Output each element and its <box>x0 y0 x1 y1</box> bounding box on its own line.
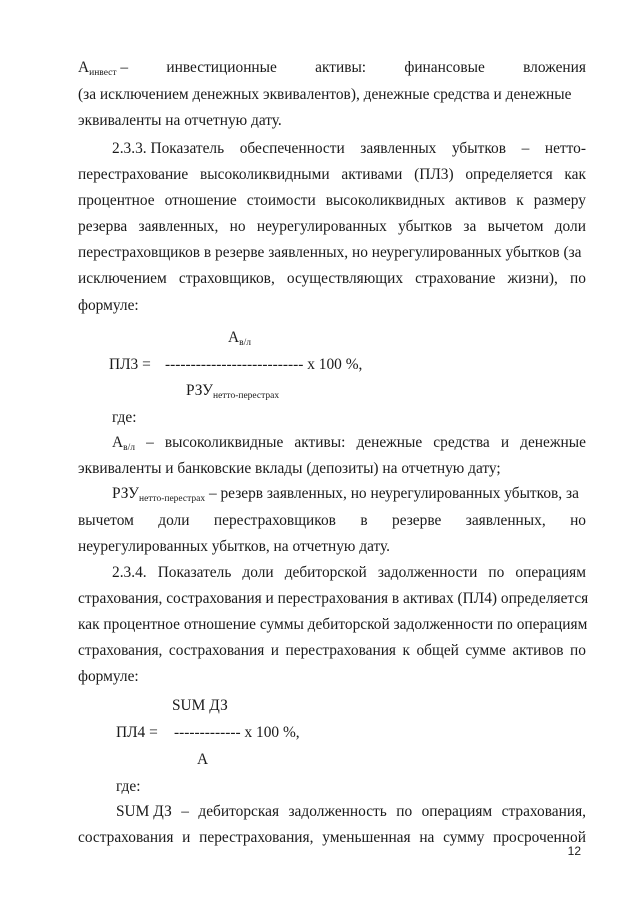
section-233-line-1 <box>112 139 586 159</box>
word: финансовые <box>404 59 485 76</box>
word: и <box>500 434 510 451</box>
word: активами <box>341 166 403 183</box>
formula-pl4-numerator: SUM ДЗ <box>172 697 228 714</box>
word: активы: <box>315 59 367 76</box>
def-avl-line-2: эквиваленты и банковские вклады (депозиты) на отчетную дату; <box>78 460 501 477</box>
word: за <box>463 218 477 235</box>
word: Показатель <box>157 564 232 581</box>
section-234-line-1 <box>112 563 586 583</box>
word: задолженность <box>288 803 387 820</box>
word: но <box>570 512 586 529</box>
word: сострахования <box>78 829 174 846</box>
word: по <box>570 270 586 287</box>
def-rzu-line-1 <box>112 484 586 504</box>
word: осуществляющих <box>286 270 404 287</box>
word: убытков <box>398 218 453 235</box>
top-paragraph-line-3: эквиваленты на отчетную дату. <box>78 112 282 129</box>
word: просроченной <box>493 829 586 846</box>
def-rzu-line-3: неурегулированных убытков, на отчетную дату. <box>78 538 391 555</box>
def-rzu-text: – резерв заявленных, но неурегулированных убытков, за <box>205 485 579 502</box>
word: перестрахование <box>78 166 189 183</box>
word: доли <box>242 564 274 581</box>
page-number: 12 <box>567 844 581 858</box>
word: сострахования <box>168 642 265 659</box>
word: процентное <box>78 192 155 209</box>
word: уменьшенная <box>322 829 411 846</box>
word: исключением <box>78 270 167 287</box>
word: стоимости <box>246 192 316 209</box>
word: в <box>360 512 368 529</box>
def-avl-line-1 <box>112 433 586 453</box>
term-avl: $А_{в/л}$ <box>112 434 135 453</box>
formula-pl4-denominator: А <box>197 751 209 768</box>
section-234-line-5: формуле: <box>78 668 139 685</box>
def-sum-line-1 <box>116 802 586 822</box>
word: – <box>181 803 189 820</box>
word: активов <box>455 192 507 209</box>
word: размеру <box>533 192 586 209</box>
word: сумму <box>443 829 485 846</box>
section-234-line-4 <box>78 641 586 661</box>
word: резерве <box>392 512 442 529</box>
word: активы: <box>294 434 346 451</box>
word: доли <box>158 512 190 529</box>
word: средства <box>433 434 490 451</box>
word: доли <box>554 218 586 235</box>
word: к <box>516 192 524 209</box>
word: заявленных <box>360 140 437 157</box>
word: убытков <box>451 140 506 157</box>
word: страхования, <box>78 642 163 659</box>
word: – <box>521 140 530 157</box>
word: операциям <box>515 564 586 581</box>
word: денежные <box>520 434 586 451</box>
section-233-line-3 <box>78 191 586 211</box>
word: страховщиков, <box>178 270 275 287</box>
top-paragraph-line-2: (за исключением денежных эквивалентов), денежные средства и денежные <box>78 86 572 103</box>
word: к <box>402 642 410 659</box>
word: высоколиквидными <box>200 166 330 183</box>
word: и <box>270 642 280 659</box>
word: как <box>564 166 586 183</box>
word: отношение <box>164 192 237 209</box>
formula-pl3-denominator: $РЗУ_{нетто-перестрах}$ <box>186 382 280 401</box>
word: по <box>396 803 413 820</box>
section-233-line-5: перестраховщиков в резерве заявленных, но неурегулированных убытков (за <box>78 244 582 261</box>
word: 2.3.4. <box>112 564 147 581</box>
word: обеспеченности <box>239 140 345 157</box>
word: (ПЛ3) <box>414 166 454 183</box>
def-rzu-line-2 <box>78 511 586 531</box>
formula-pl3-fraction: --------------------------- х 100 %, <box>165 356 363 373</box>
word: по <box>488 564 505 581</box>
term-sum-dz: SUM ДЗ <box>116 803 172 820</box>
word: денежные <box>356 434 423 451</box>
word: но <box>229 218 246 235</box>
where-label-2: где: <box>116 778 141 795</box>
word: заявленных, <box>138 218 219 235</box>
word: перестраховщиков <box>213 512 336 529</box>
section-234-line-3: как процентное отношение суммы дебиторской задолженности по операциям <box>78 616 588 633</box>
word: страхования, <box>501 803 586 820</box>
word: резерва <box>78 218 128 235</box>
word: заявленных, <box>465 512 546 529</box>
word: активов <box>512 642 564 659</box>
word: страхование <box>415 270 496 287</box>
formula-pl3-numerator: $А_{в/л}$ <box>228 329 251 348</box>
word: высоколиквидных <box>325 192 446 209</box>
def-sum-line-2 <box>78 828 586 848</box>
word: перестрахования, <box>199 829 314 846</box>
top-paragraph-line-1 <box>78 58 586 78</box>
word: инвестиционные <box>166 59 277 76</box>
section-233-line-6 <box>78 269 586 289</box>
word: по <box>570 642 586 659</box>
word: определяется <box>465 166 553 183</box>
word: дебиторская <box>198 803 280 820</box>
word: вложения <box>523 59 586 76</box>
term-ainvest: $А_{инвест}$ – <box>78 59 129 78</box>
section-234-line-2: страхования, сострахования и перестрахования в активах (ПЛ4) определяется <box>78 590 589 607</box>
formula-pl3-lhs: ПЛ3 = <box>109 356 151 373</box>
word: перестрахования <box>285 642 397 659</box>
section-233-line-4 <box>78 217 586 237</box>
formula-pl4-fraction: ------------- х 100 %, <box>174 724 300 741</box>
word: – <box>146 434 154 451</box>
where-label-1: где: <box>112 409 137 426</box>
word: 2.3.3. Показатель <box>112 140 225 157</box>
word: на <box>419 829 435 846</box>
word: сумме <box>465 642 506 659</box>
section-233-line-2 <box>78 165 586 185</box>
word: жизни), <box>507 270 558 287</box>
word: вычетом <box>78 512 134 529</box>
word: задолженности <box>377 564 478 581</box>
word: высоколиквидные <box>164 434 284 451</box>
word: общей <box>416 642 459 659</box>
word: дебиторской <box>284 564 367 581</box>
word: нетто- <box>544 140 586 157</box>
word: и <box>182 829 191 846</box>
section-233-line-7: формуле: <box>78 297 139 314</box>
word: неурегулированных <box>256 218 387 235</box>
term-rzu: $РЗУ_{нетто-перестрах}$ <box>112 485 206 504</box>
formula-pl4-lhs: ПЛ4 = <box>116 724 158 741</box>
word: вычетом <box>487 218 544 235</box>
word: операциям <box>421 803 493 820</box>
